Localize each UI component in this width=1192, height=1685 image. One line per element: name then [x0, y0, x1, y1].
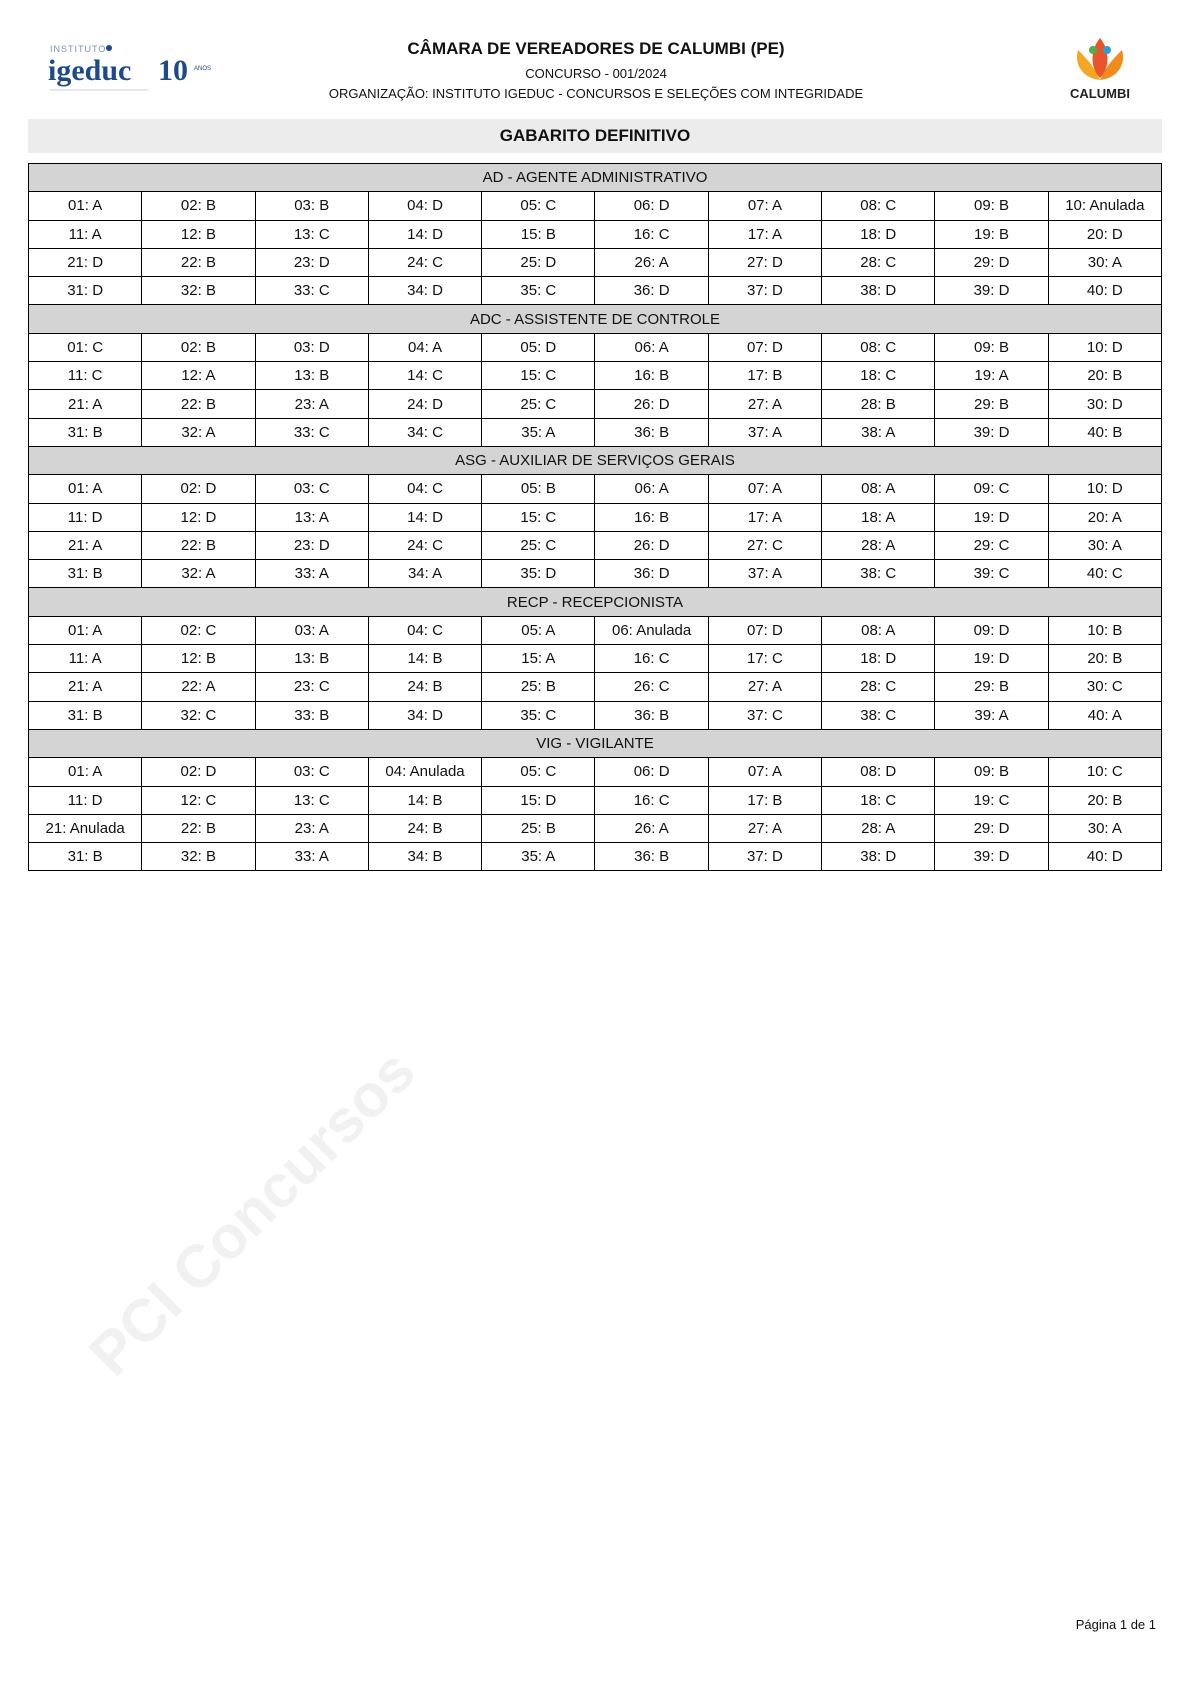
section-header-row [29, 446, 1162, 474]
answer-cell: 28: A [822, 531, 935, 559]
answer-cell: 17: B [708, 786, 821, 814]
answer-cell: 26: A [595, 248, 708, 276]
answer-row [29, 560, 1162, 588]
answer-cell: 27: A [708, 390, 821, 418]
answer-cell: 34: D [368, 277, 481, 305]
answer-cell: 10: Anulada [1048, 192, 1161, 220]
answer-cell: 21: A [29, 531, 142, 559]
organization-line: ORGANIZAÇÃO: INSTITUTO IGEDUC - CONCURSOS E SELEÇÕES COM INTEGRIDADE [328, 86, 864, 101]
answer-cell: 29: D [935, 814, 1048, 842]
answer-cell: 08: C [822, 192, 935, 220]
answer-cell: 33: C [255, 277, 368, 305]
answer-cell: 40: B [1048, 418, 1161, 446]
answer-row [29, 418, 1162, 446]
header-titles [260, 38, 932, 102]
igeduc-logo [48, 42, 218, 98]
answer-cell: 01: A [29, 758, 142, 786]
answer-cell: 01: C [29, 333, 142, 361]
answer-cell: 29: D [935, 248, 1048, 276]
answer-cell: 09: C [935, 475, 1048, 503]
answer-cell: 31: B [29, 418, 142, 446]
answer-cell: 29: B [935, 390, 1048, 418]
answer-cell: 06: Anulada [595, 616, 708, 644]
answer-cell: 40: A [1048, 701, 1161, 729]
answer-cell: 29: C [935, 531, 1048, 559]
page-number: Página 1 de 1 [1075, 1617, 1156, 1632]
answer-cell: 23: A [255, 390, 368, 418]
answer-cell: 12: D [142, 503, 255, 531]
answer-cell: 24: C [368, 531, 481, 559]
answer-cell: 19: A [935, 362, 1048, 390]
answer-cell: 40: D [1048, 277, 1161, 305]
answer-cell: 27: C [708, 531, 821, 559]
answer-cell: 18: C [822, 362, 935, 390]
answer-row [29, 475, 1162, 503]
answer-cell: 21: A [29, 673, 142, 701]
answer-cell: 24: D [368, 390, 481, 418]
answer-cell: 26: D [595, 531, 708, 559]
section-title: ADC - ASSISTENTE DE CONTROLE [29, 305, 1162, 333]
answer-cell: 20: D [1048, 220, 1161, 248]
answer-cell: 28: A [822, 814, 935, 842]
answer-cell: 04: Anulada [368, 758, 481, 786]
answer-cell: 39: D [935, 277, 1048, 305]
document-title: CÂMARA DE VEREADORES DE CALUMBI (PE) [407, 39, 785, 58]
answer-cell: 28: B [822, 390, 935, 418]
answer-row [29, 248, 1162, 276]
answer-cell: 03: B [255, 192, 368, 220]
answer-cell: 35: D [482, 560, 595, 588]
answer-cell: 20: B [1048, 786, 1161, 814]
answer-cell: 36: D [595, 560, 708, 588]
section-header-row [29, 729, 1162, 757]
answer-cell: 07: A [708, 758, 821, 786]
answer-cell: 36: D [595, 277, 708, 305]
answer-cell: 21: A [29, 390, 142, 418]
answer-row [29, 843, 1162, 871]
answer-cell: 37: D [708, 843, 821, 871]
answer-cell: 22: A [142, 673, 255, 701]
answer-row [29, 531, 1162, 559]
svg-text:ANOS: ANOS [194, 66, 212, 72]
answer-cell: 16: C [595, 220, 708, 248]
answer-cell: 11: A [29, 220, 142, 248]
answer-cell: 32: C [142, 701, 255, 729]
answer-cell: 21: D [29, 248, 142, 276]
answer-cell: 32: B [142, 843, 255, 871]
section-title: ASG - AUXILIAR DE SERVIÇOS GERAIS [29, 446, 1162, 474]
answer-cell: 13: C [255, 220, 368, 248]
answer-cell: 31: B [29, 701, 142, 729]
answer-row [29, 192, 1162, 220]
answer-cell: 03: C [255, 758, 368, 786]
answer-cell: 09: B [935, 758, 1048, 786]
answer-cell: 15: C [482, 503, 595, 531]
answer-cell: 34: C [368, 418, 481, 446]
answer-cell: 05: B [482, 475, 595, 503]
answer-cell: 04: A [368, 333, 481, 361]
answer-cell: 25: B [482, 673, 595, 701]
answer-cell: 14: B [368, 786, 481, 814]
answer-cell: 03: A [255, 616, 368, 644]
answer-cell: 18: C [822, 786, 935, 814]
answer-cell: 20: B [1048, 362, 1161, 390]
answer-cell: 18: D [822, 645, 935, 673]
answer-cell: 11: D [29, 503, 142, 531]
answer-cell: 17: A [708, 503, 821, 531]
answer-cell: 32: A [142, 418, 255, 446]
answer-cell: 33: A [255, 843, 368, 871]
answer-cell: 13: B [255, 645, 368, 673]
answer-cell: 04: D [368, 192, 481, 220]
answer-cell: 05: C [482, 758, 595, 786]
answer-cell: 12: B [142, 645, 255, 673]
answer-cell: 30: A [1048, 531, 1161, 559]
answer-cell: 33: C [255, 418, 368, 446]
section-header-row [29, 164, 1162, 192]
answer-cell: 03: D [255, 333, 368, 361]
answer-cell: 18: A [822, 503, 935, 531]
answer-cell: 33: B [255, 701, 368, 729]
answer-row [29, 616, 1162, 644]
answer-cell: 08: A [822, 616, 935, 644]
answer-cell: 19: D [935, 503, 1048, 531]
answer-cell: 07: A [708, 192, 821, 220]
answer-cell: 06: A [595, 333, 708, 361]
answer-cell: 37: A [708, 560, 821, 588]
answer-row [29, 277, 1162, 305]
answer-cell: 17: C [708, 645, 821, 673]
answer-cell: 06: A [595, 475, 708, 503]
answer-cell: 02: D [142, 475, 255, 503]
answer-cell: 14: C [368, 362, 481, 390]
calumbi-logo [1060, 32, 1140, 104]
answer-cell: 14: D [368, 503, 481, 531]
answer-cell: 38: C [822, 701, 935, 729]
answer-cell: 31: D [29, 277, 142, 305]
section-header-row [29, 305, 1162, 333]
answer-cell: 22: B [142, 248, 255, 276]
answer-cell: 21: Anulada [29, 814, 142, 842]
answer-cell: 35: A [482, 843, 595, 871]
answer-cell: 22: B [142, 814, 255, 842]
answer-cell: 14: D [368, 220, 481, 248]
answer-cell: 13: B [255, 362, 368, 390]
answer-cell: 23: A [255, 814, 368, 842]
answer-cell: 25: D [482, 248, 595, 276]
answer-cell: 03: C [255, 475, 368, 503]
answer-cell: 10: B [1048, 616, 1161, 644]
answer-cell: 39: A [935, 701, 1048, 729]
answer-cell: 13: A [255, 503, 368, 531]
answer-key-table [28, 163, 1162, 871]
answer-cell: 19: C [935, 786, 1048, 814]
svg-text:igeduc: igeduc [48, 54, 132, 87]
answer-cell: 08: A [822, 475, 935, 503]
answer-cell: 17: B [708, 362, 821, 390]
answer-cell: 15: C [482, 362, 595, 390]
answer-cell: 27: A [708, 814, 821, 842]
answer-cell: 36: B [595, 418, 708, 446]
section-title: AD - AGENTE ADMINISTRATIVO [29, 164, 1162, 192]
answer-cell: 19: B [935, 220, 1048, 248]
answer-cell: 36: B [595, 843, 708, 871]
gabarito-banner: GABARITO DEFINITIVO [28, 119, 1162, 153]
answer-cell: 20: B [1048, 645, 1161, 673]
answer-cell: 22: B [142, 531, 255, 559]
answer-cell: 08: C [822, 333, 935, 361]
answer-cell: 08: D [822, 758, 935, 786]
answer-row [29, 673, 1162, 701]
answer-cell: 23: D [255, 248, 368, 276]
answer-cell: 07: D [708, 616, 821, 644]
answer-cell: 06: D [595, 192, 708, 220]
answer-cell: 16: C [595, 645, 708, 673]
answer-cell: 17: A [708, 220, 821, 248]
answer-cell: 24: B [368, 673, 481, 701]
answer-cell: 22: B [142, 390, 255, 418]
answer-row [29, 814, 1162, 842]
answer-cell: 16: B [595, 503, 708, 531]
answer-cell: 35: C [482, 277, 595, 305]
answer-cell: 05: D [482, 333, 595, 361]
answer-cell: 10: C [1048, 758, 1161, 786]
answer-cell: 23: C [255, 673, 368, 701]
answer-cell: 34: A [368, 560, 481, 588]
answer-cell: 02: C [142, 616, 255, 644]
answer-cell: 36: B [595, 701, 708, 729]
section-title: RECP - RECEPCIONISTA [29, 588, 1162, 616]
answer-cell: 27: A [708, 673, 821, 701]
answer-cell: 01: A [29, 475, 142, 503]
answer-cell: 31: B [29, 560, 142, 588]
answer-cell: 25: C [482, 390, 595, 418]
answer-cell: 33: A [255, 560, 368, 588]
answer-cell: 38: A [822, 418, 935, 446]
answer-cell: 31: B [29, 843, 142, 871]
answer-cell: 12: C [142, 786, 255, 814]
answer-cell: 26: D [595, 390, 708, 418]
answer-row [29, 701, 1162, 729]
answer-cell: 26: A [595, 814, 708, 842]
answer-cell: 09: B [935, 333, 1048, 361]
answer-row [29, 503, 1162, 531]
section-header-row [29, 588, 1162, 616]
answer-cell: 10: D [1048, 475, 1161, 503]
answer-cell: 15: A [482, 645, 595, 673]
answer-cell: 28: C [822, 248, 935, 276]
answer-cell: 38: C [822, 560, 935, 588]
answer-cell: 01: A [29, 192, 142, 220]
answer-cell: 19: D [935, 645, 1048, 673]
answer-cell: 34: B [368, 843, 481, 871]
answer-cell: 37: D [708, 277, 821, 305]
answer-cell: 40: D [1048, 843, 1161, 871]
answer-cell: 11: A [29, 645, 142, 673]
answer-cell: 30: A [1048, 814, 1161, 842]
answer-cell: 39: C [935, 560, 1048, 588]
answer-cell: 12: A [142, 362, 255, 390]
answer-cell: 30: D [1048, 390, 1161, 418]
answer-cell: 25: B [482, 814, 595, 842]
svg-text:CALUMBI: CALUMBI [1070, 86, 1130, 101]
answer-cell: 23: D [255, 531, 368, 559]
answer-cell: 35: A [482, 418, 595, 446]
answer-row [29, 390, 1162, 418]
answer-cell: 12: B [142, 220, 255, 248]
answer-cell: 18: D [822, 220, 935, 248]
answer-cell: 38: D [822, 843, 935, 871]
answer-cell: 07: D [708, 333, 821, 361]
answer-cell: 26: C [595, 673, 708, 701]
answer-cell: 13: C [255, 786, 368, 814]
answer-cell: 39: D [935, 843, 1048, 871]
answer-cell: 04: C [368, 475, 481, 503]
answer-cell: 15: D [482, 786, 595, 814]
answer-cell: 14: B [368, 645, 481, 673]
answer-cell: 02: B [142, 333, 255, 361]
answer-cell: 09: D [935, 616, 1048, 644]
answer-row [29, 786, 1162, 814]
answer-cell: 25: C [482, 531, 595, 559]
answer-cell: 11: C [29, 362, 142, 390]
answer-cell: 37: A [708, 418, 821, 446]
answer-cell: 07: A [708, 475, 821, 503]
svg-text:10: 10 [158, 54, 188, 87]
answer-cell: 37: C [708, 701, 821, 729]
answer-cell: 30: C [1048, 673, 1161, 701]
contest-number: CONCURSO - 001/2024 [525, 66, 667, 81]
answer-row [29, 645, 1162, 673]
answer-cell: 10: D [1048, 333, 1161, 361]
answer-row [29, 333, 1162, 361]
answer-cell: 11: D [29, 786, 142, 814]
answer-cell: 30: A [1048, 248, 1161, 276]
answer-row [29, 220, 1162, 248]
answer-cell: 24: B [368, 814, 481, 842]
answer-cell: 38: D [822, 277, 935, 305]
answer-cell: 27: D [708, 248, 821, 276]
svg-text:INSTITUTO: INSTITUTO [50, 44, 107, 54]
answer-cell: 28: C [822, 673, 935, 701]
watermark: PCI Concursos [76, 1036, 428, 1389]
answer-cell: 02: D [142, 758, 255, 786]
answer-cell: 24: C [368, 248, 481, 276]
answer-cell: 39: D [935, 418, 1048, 446]
answer-cell: 32: A [142, 560, 255, 588]
answer-cell: 32: B [142, 277, 255, 305]
answer-cell: 34: D [368, 701, 481, 729]
answer-cell: 09: B [935, 192, 1048, 220]
answer-cell: 01: A [29, 616, 142, 644]
answer-cell: 15: B [482, 220, 595, 248]
document-header [0, 0, 1192, 115]
answer-cell: 02: B [142, 192, 255, 220]
answer-cell: 16: B [595, 362, 708, 390]
section-title: VIG - VIGILANTE [29, 729, 1162, 757]
answer-cell: 16: C [595, 786, 708, 814]
answer-cell: 06: D [595, 758, 708, 786]
answer-cell: 05: A [482, 616, 595, 644]
answer-cell: 35: C [482, 701, 595, 729]
answer-row [29, 362, 1162, 390]
answer-cell: 40: C [1048, 560, 1161, 588]
answer-cell: 04: C [368, 616, 481, 644]
answer-row [29, 758, 1162, 786]
answer-cell: 20: A [1048, 503, 1161, 531]
answer-cell: 29: B [935, 673, 1048, 701]
answer-cell: 05: C [482, 192, 595, 220]
